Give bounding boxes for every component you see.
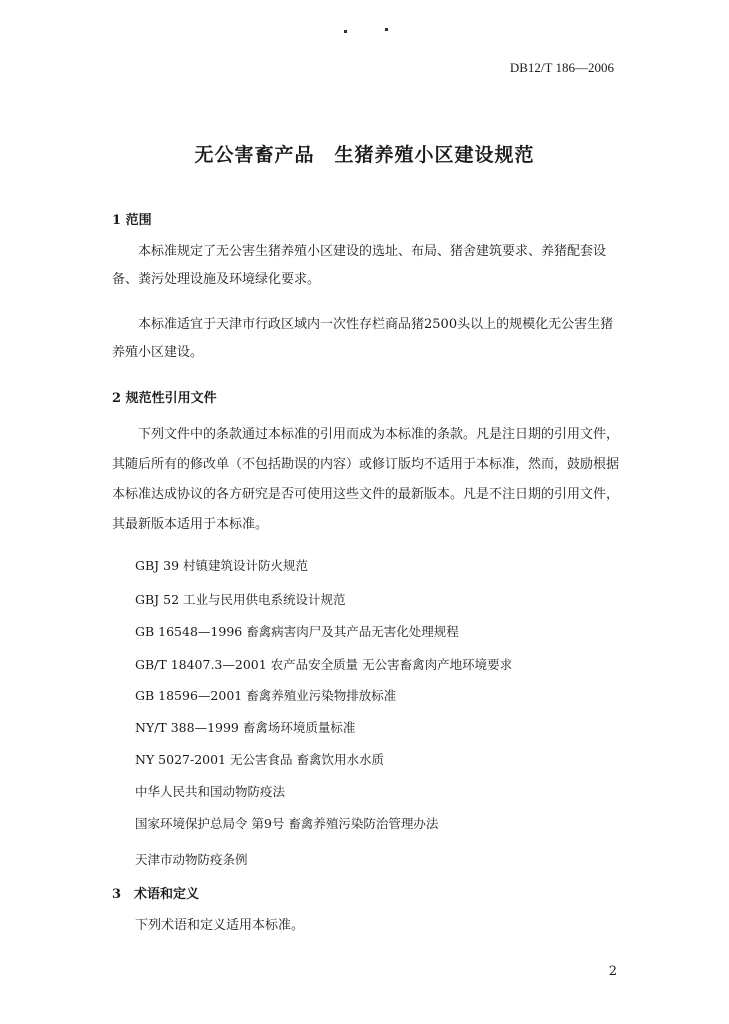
paragraph: 下列术语和定义适用本标准。: [135, 918, 305, 933]
reference-item: GB 16548—1996 畜禽病害肉尸及其产品无害化处理规程: [135, 624, 459, 639]
scan-mark: [385, 28, 388, 31]
paragraph: 本标准适宜于天津市行政区域内一次性存栏商品猪2500头以上的规模化无公害生猪养殖小区建设。: [112, 317, 614, 360]
section-heading-references: 2 规范性引用文件: [112, 391, 217, 406]
reference-item: 中华人民共和国动物防疫法: [135, 784, 286, 799]
reference-item: GB/T 18407.3—2001 农产品安全质量 无公害畜禽肉产地环境要求: [135, 657, 513, 672]
reference-item: GB 18596—2001 畜禽养殖业污染物排放标准: [135, 688, 397, 703]
reference-item: NY/T 388—1999 畜禽场环境质量标准: [135, 720, 356, 735]
section-heading-scope: 1 范围: [112, 213, 152, 228]
reference-item: GBJ 52 工业与民用供电系统设计规范: [135, 592, 346, 607]
reference-item: 天津市动物防疫条例: [135, 852, 248, 867]
reference-item: GBJ 39 村镇建筑设计防火规范: [135, 558, 309, 573]
paragraph: 下列文件中的条款通过本标准的引用而成为本标准的条款。凡是注日期的引用文件，其随后所有的修改单（不包括勘误的内容）或修订版均不适用于本标准，然而，鼓励根据本标准达成协议的各方研究是否可使用这些文件的最新版本。凡是不注日期的引用文件，其最新版本适用于本标准。: [112, 427, 620, 532]
document-code: DB12/T 186—2006: [509, 60, 614, 75]
paragraph: 本标准规定了无公害生猪养殖小区建设的选址、布局、猪舍建筑要求、养猪配套设备、粪污处理设施及环境绿化要求。: [112, 244, 607, 287]
reference-item: NY 5027-2001 无公害食品 畜禽饮用水水质: [135, 752, 384, 767]
section-heading-terms: 3 术语和定义: [112, 887, 200, 902]
document-title: 无公害畜产品 生猪养殖小区建设规范: [194, 144, 535, 166]
page-number: 2: [608, 964, 617, 979]
scan-mark: [344, 30, 347, 33]
reference-item: 国家环境保护总局令 第9号 畜禽养殖污染防治管理办法: [135, 816, 439, 831]
